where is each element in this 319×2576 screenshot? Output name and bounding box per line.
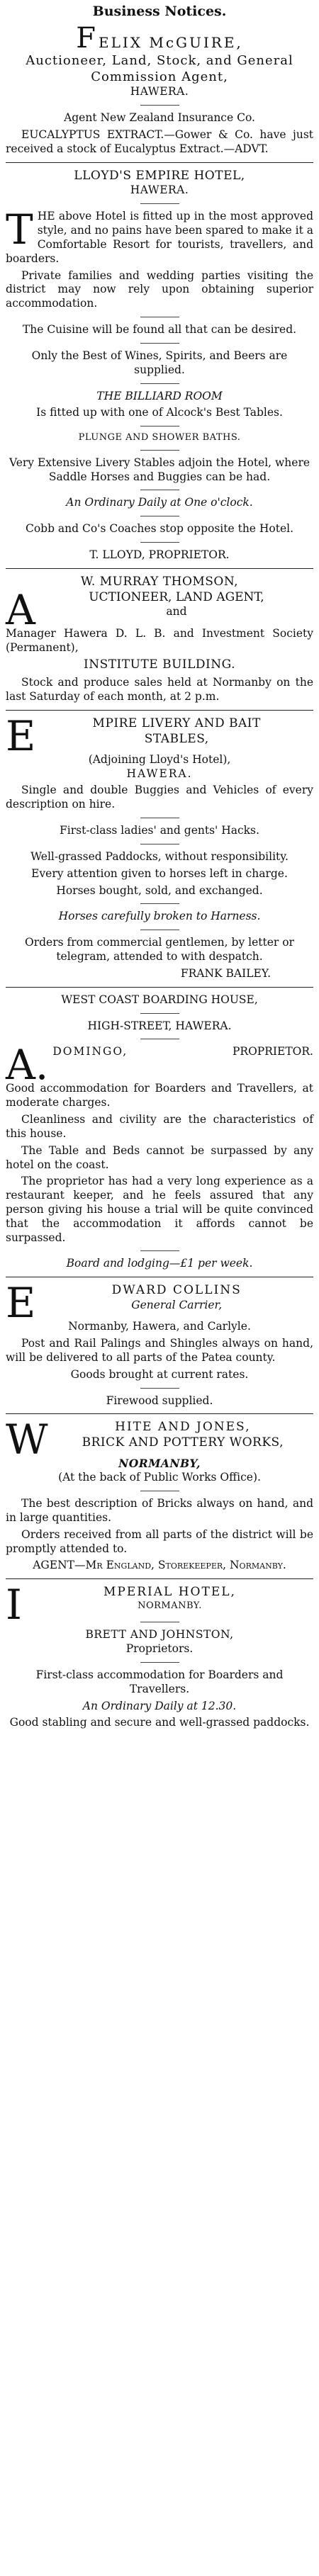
ad-empire-livery-stables — [6, 711, 313, 981]
section-header: Business Notices. — [92, 4, 227, 19]
ad-edward-collins — [6, 1279, 313, 1408]
ad5-p4: The proprietor has had a very long experience as a restaurant keeper, and he feels assured that any person giving his house a trial will be quite convinced that the accommodation it affords cannot be surpassed. — [6, 1175, 313, 1244]
ad8-p1: First-class accommodation for Boarders and Travellers. — [35, 1668, 284, 1695]
divider — [140, 903, 179, 904]
ad5-address: HIGH-STREET, HAWERA. — [87, 1019, 232, 1032]
ad6-p2: Goods brought at current rates. — [70, 1367, 249, 1381]
ad2-billiard: THE BILLIARD ROOM — [96, 389, 223, 402]
ad5-p1: Good accommodation for Boarders and Travellers, at moderate charges. — [6, 1082, 313, 1109]
ad2-p6: Very Extensive Livery Stables adjoin the Hotel, where Saddle Horses and Buggies can be had. — [9, 456, 310, 483]
ad2-ordinary: An Ordinary Daily at One o'clock. — [66, 496, 253, 509]
ad5-dropcap: A. — [6, 1041, 49, 1090]
ad7-town: NORMANBY, — [118, 1457, 201, 1471]
ad6-dropcap: E — [6, 1279, 36, 1328]
ad2-p3: The Cuisine will be found all that can be desired. — [22, 323, 297, 337]
ad4-p3: Well-grassed Paddocks, without responsibility. — [30, 849, 289, 863]
rule — [6, 568, 313, 569]
ad4-p1: Single and double Buggies and Vehicles of every description on hire. — [6, 784, 313, 811]
ad4-p6: Horses carefully broken to Harness. — [58, 910, 261, 923]
ad1-agent: Agent New Zealand Insurance Co. — [64, 111, 255, 125]
ad3-p2: Stock and produce sales held at Normanby on the last Saturday of each month, at 2 p.m. — [6, 676, 313, 703]
divider — [140, 105, 179, 106]
ad1-line2: Auctioneer, Land, Stock, and General — [26, 53, 293, 69]
ad6-trade: General Carrier, — [131, 1299, 223, 1312]
ad-white-and-jones — [6, 1416, 313, 1573]
divider — [140, 383, 179, 384]
ad3-dropcap: A — [6, 585, 35, 634]
ad4-p4: Every attention given to horses left in charge. — [31, 866, 288, 880]
rule — [6, 1413, 313, 1414]
rule — [6, 987, 313, 988]
ad1-dropcap: F — [76, 22, 96, 55]
ad5-proprietor-line — [6, 1041, 313, 1090]
divider — [140, 542, 179, 543]
ad4-sub: (Adjoining Lloyd's Hotel), — [88, 752, 231, 766]
ad-felix-mcguire — [6, 24, 313, 156]
ad1-name: ELIX McGUIRE, — [98, 34, 243, 52]
ad8-ordinary: An Ordinary Daily at 12.30. — [82, 1699, 237, 1712]
ad4-signature: FRANK BAILEY. — [180, 966, 271, 980]
ad2-proprietor: T. LLOYD, PROPRIETOR. — [89, 548, 230, 562]
ad6-p3: Firewood supplied. — [106, 1394, 213, 1407]
ad8-title: MPERIAL HOTEL, — [103, 1585, 236, 1600]
ad2-baths: PLUNGE AND SHOWER BATHS. — [78, 432, 241, 444]
divider — [140, 203, 179, 204]
ad5-proprietor: PROPRIETOR. — [233, 1045, 313, 1058]
ad-west-coast-boarding-house — [6, 993, 313, 1272]
ad5-terms: Board and lodging—£1 per week. — [66, 1257, 253, 1270]
ad7-title2: BRICK AND POTTERY WORKS, — [82, 1435, 284, 1450]
ad7-sub: (At the back of Public Works Office). — [58, 1471, 261, 1484]
ad3-line2: and — [166, 605, 187, 618]
divider — [140, 1013, 179, 1014]
divider — [140, 343, 179, 344]
ad3-heading — [6, 585, 313, 634]
ad2-p1-text: HE above Hotel is fitted up in the most approved style, and no pains have been spared to make it a Comfortable Resort for tourists, travellers, and boarders. — [6, 210, 313, 265]
ad1-line3: Commission Agent, — [91, 69, 228, 85]
ad2-p2: Private families and wedding parties visiting the district may now rely upon obtaining superior accommodation. — [6, 269, 313, 310]
ad6-p1: Post and Rail Palings and Shingles always on hand, will be delivered to all parts of the Patea county. — [6, 1337, 313, 1364]
ad7-p1: The best description of Bricks always on hand, and in large quantities. — [6, 1497, 313, 1524]
ad8-heading — [6, 1581, 313, 1629]
ad7-agent: AGENT—Mr England, Storekeeper, Normanby. — [33, 1559, 286, 1572]
ad-murray-thomson — [6, 575, 313, 704]
ad3-p1: Manager Hawera D. L. B. and Investment Society (Permanent), — [6, 626, 313, 654]
ad4-p5: Horses bought, sold, and exchanged. — [56, 883, 263, 897]
ad5-p3: The Table and Beds cannot be surpassed by any hotel on the coast. — [6, 1143, 313, 1171]
ad6-towns: Normanby, Hawera, and Carlyle. — [68, 1320, 251, 1333]
ad-imperial-hotel — [6, 1581, 313, 1730]
ad2-p5: Is fitted up with one of Alcock's Best Tables. — [36, 406, 283, 419]
ad4-p7: Orders from commercial gentlemen, by letter or telegram, attended to with despatch. — [25, 936, 294, 964]
ad3-line1: UCTIONEER, LAND AGENT, — [89, 589, 264, 604]
ad2-title: LLOYD'S EMPIRE HOTEL, — [74, 168, 245, 183]
divider — [140, 1388, 179, 1389]
ad4-title1: MPIRE LIVERY AND BAIT — [92, 716, 261, 730]
ad2-p4: Only the Best of Wines, Spirits, and Beers are supplied. — [31, 349, 288, 376]
ad2-p1 — [6, 205, 313, 266]
ad8-p2: Good stabling and secure and well-grassed paddocks. — [9, 1716, 310, 1729]
divider — [140, 1250, 179, 1251]
rule — [6, 1578, 313, 1579]
ad8-dropcap: I — [6, 1581, 22, 1629]
ad4-dropcap: E — [6, 711, 36, 760]
ad8-names: BRETT AND JOHNSTON, — [85, 1628, 234, 1642]
ad5-name: DOMINGO, — [52, 1045, 128, 1058]
ad4-p2: First-class ladies' and gents' Hacks. — [60, 824, 259, 837]
ad8-proprietors: Proprietors. — [125, 1642, 194, 1656]
ad2-p7: Cobb and Co's Coaches stop opposite the Hotel. — [25, 522, 294, 536]
divider — [140, 1662, 179, 1663]
ad7-title1: HITE AND JONES, — [115, 1420, 251, 1435]
ad7-dropcap: W — [6, 1416, 48, 1464]
ad4-town: HAWERA. — [126, 767, 193, 780]
ad1-eucalyptus: EUCALYPTUS EXTRACT.—Gower & Co. have just received a stock of Eucalyptus Extract.—ADVT. — [6, 128, 313, 155]
ad1-town: HAWERA. — [130, 85, 189, 98]
ad3-building: INSTITUTE BUILDING. — [83, 657, 236, 672]
ad5-title: WEST COAST BOARDING HOUSE, — [61, 993, 258, 1006]
rule — [6, 162, 313, 163]
rule — [6, 710, 313, 711]
ad1-name-line — [6, 22, 313, 55]
ad2-town: HAWERA. — [130, 183, 189, 197]
divider — [140, 450, 179, 451]
ad2-dropcap: T — [6, 205, 33, 254]
ad3-name: W. MURRAY THOMSON, — [80, 574, 239, 589]
ad4-title2: STABLES, — [144, 731, 209, 746]
ad-lloyds-empire-hotel — [6, 169, 313, 563]
ad7-p2: Orders received from all parts of the district will be promptly attended to. — [6, 1527, 313, 1555]
ad8-town: NORMANBY. — [138, 1600, 202, 1611]
ad6-name: DWARD COLLINS — [111, 1283, 242, 1298]
ad5-p2: Cleanliness and civility are the characteristics of this house. — [6, 1113, 313, 1140]
